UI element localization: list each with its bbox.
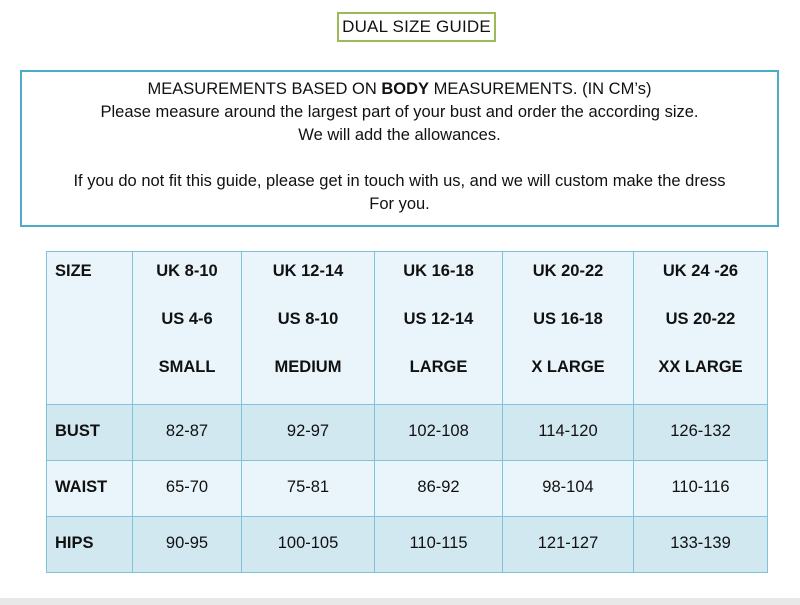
- size-table: [46, 251, 768, 573]
- table-cell: 92-97: [242, 405, 375, 461]
- table-cell: 133-139: [634, 517, 768, 573]
- info-line-1-bold: BODY: [381, 80, 429, 98]
- size-col-0: [133, 252, 242, 405]
- size-corner-cell: [47, 252, 133, 405]
- table-cell: 121-127: [503, 517, 634, 573]
- size-guide-title: [337, 12, 496, 42]
- info-line-4: If you do not fit this guide, please get in touch with us, and we will custom make the dress: [73, 172, 726, 190]
- uk-size: UK 16-18: [403, 262, 474, 280]
- table-row-bust: [47, 405, 768, 461]
- size-guide-title-text: DUAL SIZE GUIDE: [342, 17, 491, 36]
- size-name: SMALL: [158, 358, 216, 376]
- table-cell: 114-120: [503, 405, 634, 461]
- info-line-5: For you.: [369, 195, 430, 213]
- size-name: MEDIUM: [274, 358, 342, 376]
- table-cell: 102-108: [375, 405, 503, 461]
- table-cell: 110-116: [634, 461, 768, 517]
- table-cell: 98-104: [503, 461, 634, 517]
- uk-size: UK 20-22: [532, 262, 604, 280]
- table-cell: 100-105: [242, 517, 375, 573]
- table-cell: 65-70: [133, 461, 242, 517]
- info-line-1-post: MEASUREMENTS. (IN CM’s): [429, 80, 652, 98]
- size-name: XX LARGE: [658, 358, 743, 376]
- us-size: US 4-6: [161, 310, 213, 328]
- us-size: US 12-14: [403, 310, 474, 328]
- uk-size: UK 24 -26: [662, 262, 739, 280]
- size-col-3: [503, 252, 634, 405]
- us-size: US 16-18: [533, 310, 603, 328]
- bottom-divider: [0, 598, 800, 605]
- table-cell: 86-92: [375, 461, 503, 517]
- table-cell: 82-87: [133, 405, 242, 461]
- table-row-hips: [47, 517, 768, 573]
- us-size: US 20-22: [665, 310, 736, 328]
- measurement-info-box: [20, 70, 779, 227]
- size-header-row: [47, 252, 768, 405]
- table-cell: 90-95: [133, 517, 242, 573]
- info-gap: [22, 147, 777, 170]
- table-cell: 75-81: [242, 461, 375, 517]
- info-line-1: [22, 78, 777, 101]
- table-cell: 126-132: [634, 405, 768, 461]
- uk-size: UK 12-14: [272, 262, 344, 280]
- info-line-1-pre: MEASUREMENTS BASED ON: [147, 80, 382, 98]
- size-col-1: [242, 252, 375, 405]
- us-size: US 8-10: [277, 310, 339, 328]
- table-row-waist: [47, 461, 768, 517]
- row-label: HIPS: [47, 517, 133, 573]
- size-name: LARGE: [409, 358, 468, 376]
- size-col-2: [375, 252, 503, 405]
- uk-size: UK 8-10: [156, 262, 218, 280]
- size-corner-label: SIZE: [55, 262, 92, 280]
- size-col-4: [634, 252, 768, 405]
- row-label: WAIST: [47, 461, 133, 517]
- info-line-2: Please measure around the largest part of your bust and order the according size.: [100, 103, 699, 121]
- size-name: X LARGE: [531, 358, 605, 376]
- table-cell: 110-115: [375, 517, 503, 573]
- row-label: BUST: [47, 405, 133, 461]
- info-line-3: We will add the allowances.: [298, 126, 501, 144]
